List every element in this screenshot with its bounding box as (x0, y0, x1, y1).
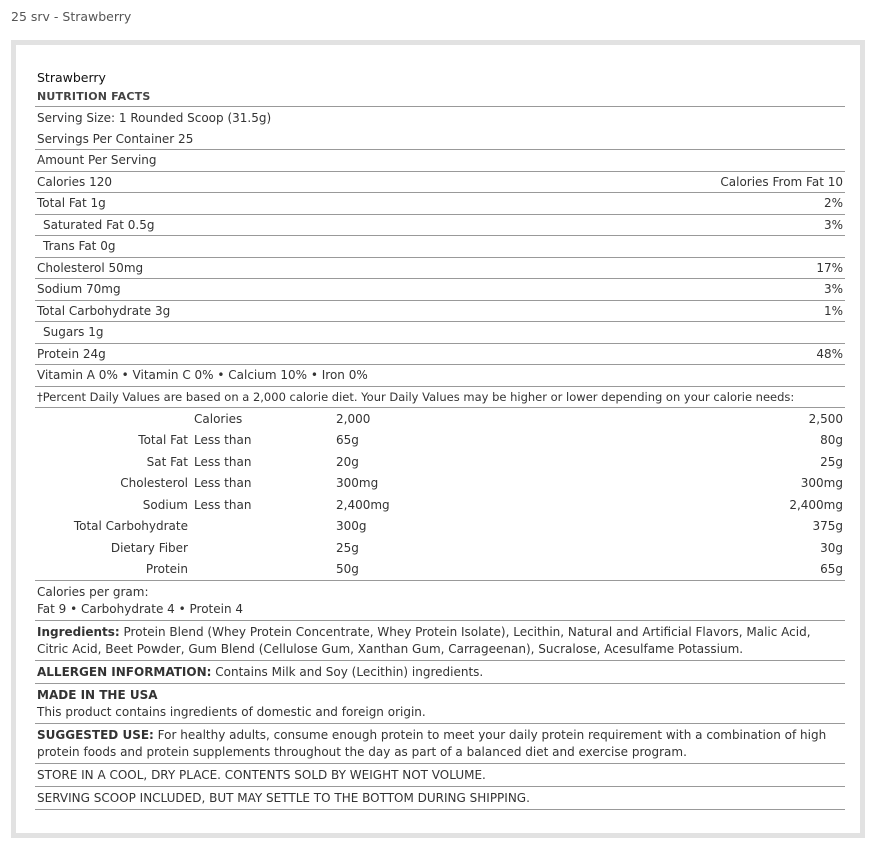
suggested-text: For healthy adults, consume enough protein to meet your daily protein requirement with a combination of high protein foods and protein supplements throughout the day as part of a balanced diet and exercise program. (37, 728, 827, 759)
dv-2500: 2,400mg (789, 497, 843, 512)
dv-nutrient: Sat Fat (146, 454, 188, 469)
nutrient-label: Sodium 70mg (37, 282, 121, 297)
nutrient-row (35, 322, 845, 344)
nutrient-label: Total Fat 1g (37, 196, 106, 211)
scoop-text: SERVING SCOOP INCLUDED, BUT MAY SETTLE TO THE BOTTOM DURING SHIPPING. (37, 791, 530, 805)
vitamins: Vitamin A 0% • Vitamin C 0% • Calcium 10% • Iron 0% (37, 368, 368, 383)
table-row (35, 430, 845, 452)
made-label: MADE IN THE USA (37, 688, 158, 702)
calories-per-gram (35, 581, 845, 621)
dv-limit: Less than (194, 433, 252, 448)
nutrient-label: Cholesterol 50mg (37, 260, 144, 275)
servings-per-container: Servings Per Container 25 (37, 131, 194, 146)
serving-size-row (35, 107, 845, 129)
dv-limit: Calories (194, 411, 243, 426)
nutrient-row (35, 344, 845, 366)
servings-per-container-row (35, 129, 845, 151)
nutrient-dv: 3% (823, 217, 843, 232)
breadcrumb: 25 srv - Strawberry (11, 9, 132, 24)
dv-2000: 20g (336, 454, 359, 469)
storage-text: STORE IN A COOL, DRY PLACE. CONTENTS SOLD BY WEIGHT NOT VOLUME. (37, 768, 486, 782)
table-row (35, 516, 845, 538)
dv-2000: 25g (336, 540, 359, 555)
ingredients (35, 621, 845, 661)
calories-per-gram-label: Calories per gram: (37, 585, 149, 599)
dv-limit: Less than (194, 497, 252, 512)
daily-value-footnote: †Percent Daily Values are based on a 2,000 calorie diet. Your Daily Values may be higher or lower depending on your calorie needs: (37, 389, 795, 404)
table-row (35, 559, 845, 581)
calories-from-fat: Calories From Fat 10 (720, 174, 843, 189)
dv-limit (192, 516, 334, 538)
dv-2000: 2,000 (336, 411, 371, 426)
nutrient-label: Saturated Fat 0.5g (43, 217, 155, 232)
nutrition-panel-frame (11, 40, 865, 838)
dv-2000: 50g (336, 562, 359, 577)
nutrient-label: Total Carbohydrate 3g (37, 303, 171, 318)
dv-limit: Less than (194, 454, 252, 469)
table-row (35, 494, 845, 516)
nutrient-dv: 17% (816, 260, 843, 275)
ingredients-label: Ingredients: (37, 625, 120, 639)
suggested-use (35, 724, 845, 764)
dv-2500: 300mg (800, 476, 843, 491)
nutrition-facts-label (35, 68, 845, 810)
nutrient-dv: 2% (823, 196, 843, 211)
nutrient-row (35, 301, 845, 323)
allergen-label: ALLERGEN INFORMATION: (37, 665, 212, 679)
nutrient-dv: 1% (823, 303, 843, 318)
calories: Calories 120 (37, 174, 113, 189)
dv-2000: 300g (336, 519, 367, 534)
flavor-name: Strawberry (37, 70, 106, 85)
dv-2500: 65g (820, 562, 843, 577)
nutrient-row (35, 193, 845, 215)
nutrient-row (35, 258, 845, 280)
dv-2500: 375g (812, 519, 843, 534)
dv-2500: 25g (820, 454, 843, 469)
ingredients-text: Protein Blend (Whey Protein Concentrate, Whey Protein Isolate), Lecithin, Natural and Artificial Flavors, Malic Acid, Citric Acid, Beet Powder, Gum Blend (Cellulose Gum, Xanthan Gum, Carrageenan), Sucralose, Acesulfame Potassium. (37, 625, 811, 656)
calories-per-gram-values: Fat 9 • Carbohydrate 4 • Protein 4 (37, 602, 244, 616)
amount-per-serving: Amount Per Serving (37, 153, 157, 168)
dv-limit (192, 559, 334, 581)
nutrient-dv: 3% (823, 282, 843, 297)
table-row (35, 451, 845, 473)
daily-values-table (35, 408, 845, 581)
dv-nutrient: Protein (145, 562, 188, 577)
nutrition-facts-heading-row (35, 87, 845, 107)
dv-nutrient: Dietary Fiber (110, 540, 188, 555)
nutrition-facts-heading: NUTRITION FACTS (37, 90, 151, 103)
dv-2500: 30g (820, 540, 843, 555)
amount-per-serving-row (35, 150, 845, 172)
table-row (35, 408, 845, 430)
nutrient-label: Protein 24g (37, 346, 106, 361)
storage-note (35, 764, 845, 787)
dv-2000: 300mg (336, 476, 379, 491)
vitamins-row (35, 365, 845, 387)
scoop-note (35, 787, 845, 810)
table-row (35, 537, 845, 559)
dv-2000: 65g (336, 433, 359, 448)
suggested-label: SUGGESTED USE: (37, 728, 154, 742)
nutrient-label: Sugars 1g (43, 325, 104, 340)
nutrient-row (35, 279, 845, 301)
nutrient-label: Trans Fat 0g (43, 239, 116, 254)
nutrient-row (35, 236, 845, 258)
dv-2000: 2,400mg (336, 497, 390, 512)
dv-nutrient: Cholesterol (120, 476, 188, 491)
nutrient-row (35, 215, 845, 237)
dv-limit: Less than (194, 476, 252, 491)
calories-row (35, 172, 845, 194)
dv-2500: 2,500 (808, 411, 843, 426)
dv-nutrient: Sodium (142, 497, 188, 512)
allergen-information (35, 661, 845, 684)
flavor-title (35, 68, 845, 87)
dv-nutrient: Total Carbohydrate (73, 519, 188, 534)
made-text: This product contains ingredients of domestic and foreign origin. (37, 705, 426, 719)
nutrient-dv: 48% (816, 346, 843, 361)
dv-nutrient (35, 408, 192, 430)
serving-size: Serving Size: 1 Rounded Scoop (31.5g) (37, 110, 272, 125)
dv-nutrient: Total Fat (138, 433, 188, 448)
table-row (35, 473, 845, 495)
footnote-row (35, 387, 845, 409)
allergen-text: Contains Milk and Soy (Lecithin) ingredients. (211, 665, 484, 679)
made-in-usa (35, 684, 845, 724)
dv-limit (192, 537, 334, 559)
dv-2500: 80g (820, 433, 843, 448)
